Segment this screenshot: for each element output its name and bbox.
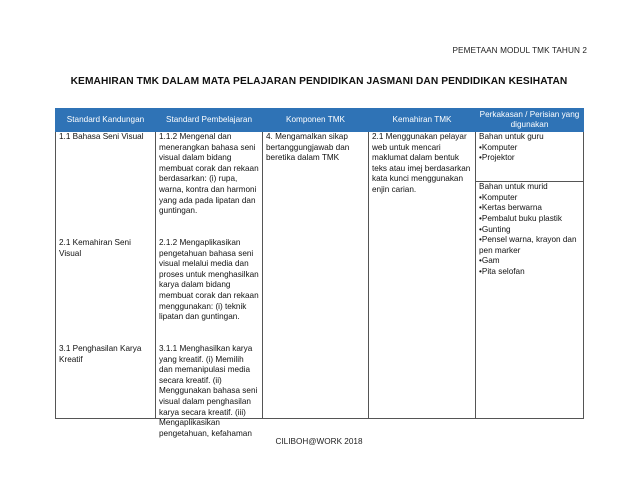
list-item: • Kertas berwarna bbox=[479, 203, 580, 214]
sp-item-3: 3.1.1 Menghasilkan karya yang kreatif. (i) Memilih dan memanipulasi media secara kreatif. (ii) Menggunakan bahasa seni visual dalam penghasilan karya secara kreatif. (iii) Mengaplikasikan pengetahuan, kefahaman bbox=[159, 344, 258, 438]
cell-perkakasan-guru bbox=[476, 132, 584, 182]
mapping-table bbox=[55, 108, 584, 438]
header-perkakasan: Perkakasan / Perisian yang digunakan bbox=[476, 109, 584, 132]
sp-item-2: 2.1.2 Mengaplikasikan pengetahuan bahasa seni visual melalui media dan proses untuk menghasilkan karya dalam bidang membuat corak dan rekaan menggunakan: (i) teknik lipatan dan guntingan. bbox=[159, 238, 259, 322]
cell-standard-kandungan bbox=[56, 132, 156, 419]
cell-kemahiran-tmk bbox=[369, 132, 476, 419]
sp-item-1: 1.1.2 Mengenal dan menerangkan bahasa seni visual dalam bidang membuat corak dan rekaan berdasarkan: (i) rupa, warna, kontra dan harmoni yang ada pada lipatan dan guntingan. bbox=[159, 132, 259, 216]
murid-label: Bahan untuk murid bbox=[479, 182, 548, 192]
guru-list bbox=[479, 143, 580, 164]
cell-standard-pembelajaran bbox=[156, 132, 263, 438]
header-standard-kandungan: Standard Kandungan bbox=[56, 109, 156, 132]
cell-perkakasan-murid bbox=[476, 182, 584, 419]
list-item: • Komputer bbox=[479, 193, 580, 204]
sk-item-1: 1.1 Bahasa Seni Visual bbox=[59, 132, 144, 141]
document-title: KEMAHIRAN TMK DALAM MATA PELAJARAN PENDIDIKAN JASMANI DAN PENDIDIKAN KESIHATAN bbox=[70, 76, 568, 87]
list-item: • Pembalut buku plastik bbox=[479, 214, 580, 225]
header-standard-pembelajaran: Standard Pembelajaran bbox=[156, 109, 263, 132]
header-text: PEMETAAN MODUL TMK TAHUN 2 bbox=[452, 46, 587, 55]
list-item: • Pensel warna, krayon dan pen marker bbox=[479, 235, 580, 256]
list-item: • Pita selofan bbox=[479, 267, 580, 278]
list-item: • Projektor bbox=[479, 153, 580, 164]
cell-komponen-tmk bbox=[263, 132, 369, 419]
header-kemahiran-tmk: Kemahiran TMK bbox=[369, 109, 476, 132]
footer-text: CILIBOH@WORK 2018 bbox=[275, 437, 363, 446]
guru-label: Bahan untuk guru bbox=[479, 132, 544, 141]
header-komponen-tmk: Komponen TMK bbox=[263, 109, 369, 132]
list-item: • Komputer bbox=[479, 143, 580, 154]
list-item: • Gam bbox=[479, 256, 580, 267]
murid-list bbox=[479, 193, 580, 278]
sk-item-3: 3.1 Penghasilan Karya Kreatif bbox=[59, 344, 142, 364]
list-item: • Gunting bbox=[479, 225, 580, 236]
table-row bbox=[56, 132, 584, 182]
sk-item-2: 2.1 Kemahiran Seni Visual bbox=[59, 238, 131, 258]
kemahiran-text: 2.1 Menggunakan pelayar web untuk mencari maklumat dalam bentuk teks atau imej berdasarkan kata kunci menggunakan enjin carian. bbox=[372, 132, 471, 194]
komponen-text: 4. Mengamalkan sikap bertanggungjawab dan beretika dalam TMK bbox=[266, 132, 350, 163]
table-header-row bbox=[56, 109, 584, 132]
